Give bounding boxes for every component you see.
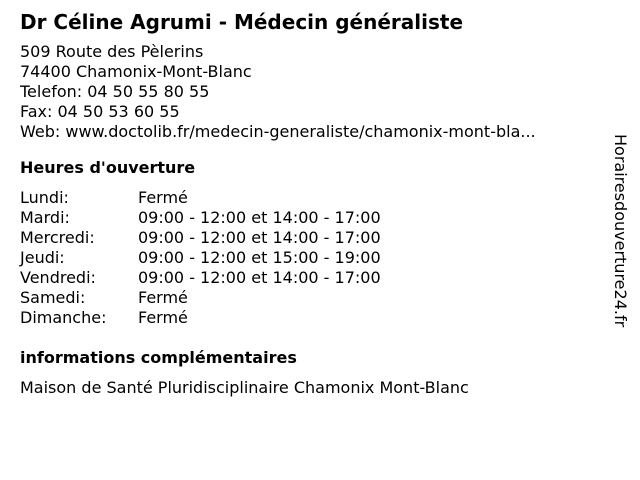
hours-row-friday xyxy=(20,268,605,288)
street-address: 509 Route des Pèlerins xyxy=(20,42,204,61)
hours-row-saturday xyxy=(20,288,605,308)
opening-hours-heading: Heures d'ouverture xyxy=(20,158,196,177)
day-label: Mardi: xyxy=(20,208,70,227)
day-label: Mercredi: xyxy=(20,228,95,247)
time-value: Fermé xyxy=(138,308,188,327)
website-link[interactable]: Web: www.doctolib.fr/medecin-generaliste/chamonix-mont-bla... xyxy=(20,122,536,141)
time-value: 09:00 - 12:00 et 14:00 - 17:00 xyxy=(138,268,381,287)
day-label: Vendredi: xyxy=(20,268,96,287)
time-value: 09:00 - 12:00 et 14:00 - 17:00 xyxy=(138,208,381,227)
fax-number: Fax: 04 50 53 60 55 xyxy=(20,102,180,121)
opening-hours-table xyxy=(20,188,605,328)
time-value: 09:00 - 12:00 et 15:00 - 19:00 xyxy=(138,248,381,267)
page-title: Dr Céline Agrumi - Médecin généraliste xyxy=(20,10,464,34)
phone-number: Telefon: 04 50 55 80 55 xyxy=(20,82,210,101)
additional-info-heading: informations complémentaires xyxy=(20,348,297,367)
time-value: Fermé xyxy=(138,188,188,207)
hours-row-thursday xyxy=(20,248,605,268)
hours-row-sunday xyxy=(20,308,605,328)
day-label: Samedi: xyxy=(20,288,86,307)
day-label: Dimanche: xyxy=(20,308,107,327)
hours-row-wednesday xyxy=(20,228,605,248)
hours-row-tuesday xyxy=(20,208,605,228)
site-watermark: Horairesdouverture24.fr xyxy=(611,134,630,328)
time-value: 09:00 - 12:00 et 14:00 - 17:00 xyxy=(138,228,381,247)
contact-details xyxy=(20,42,605,142)
hours-row-monday xyxy=(20,188,605,208)
city-address: 74400 Chamonix-Mont-Blanc xyxy=(20,62,252,81)
day-label: Lundi: xyxy=(20,188,69,207)
additional-info-text: Maison de Santé Pluridisciplinaire Chamonix Mont-Blanc xyxy=(20,378,469,397)
time-value: Fermé xyxy=(138,288,188,307)
day-label: Jeudi: xyxy=(20,248,65,267)
listing-card xyxy=(20,8,605,398)
